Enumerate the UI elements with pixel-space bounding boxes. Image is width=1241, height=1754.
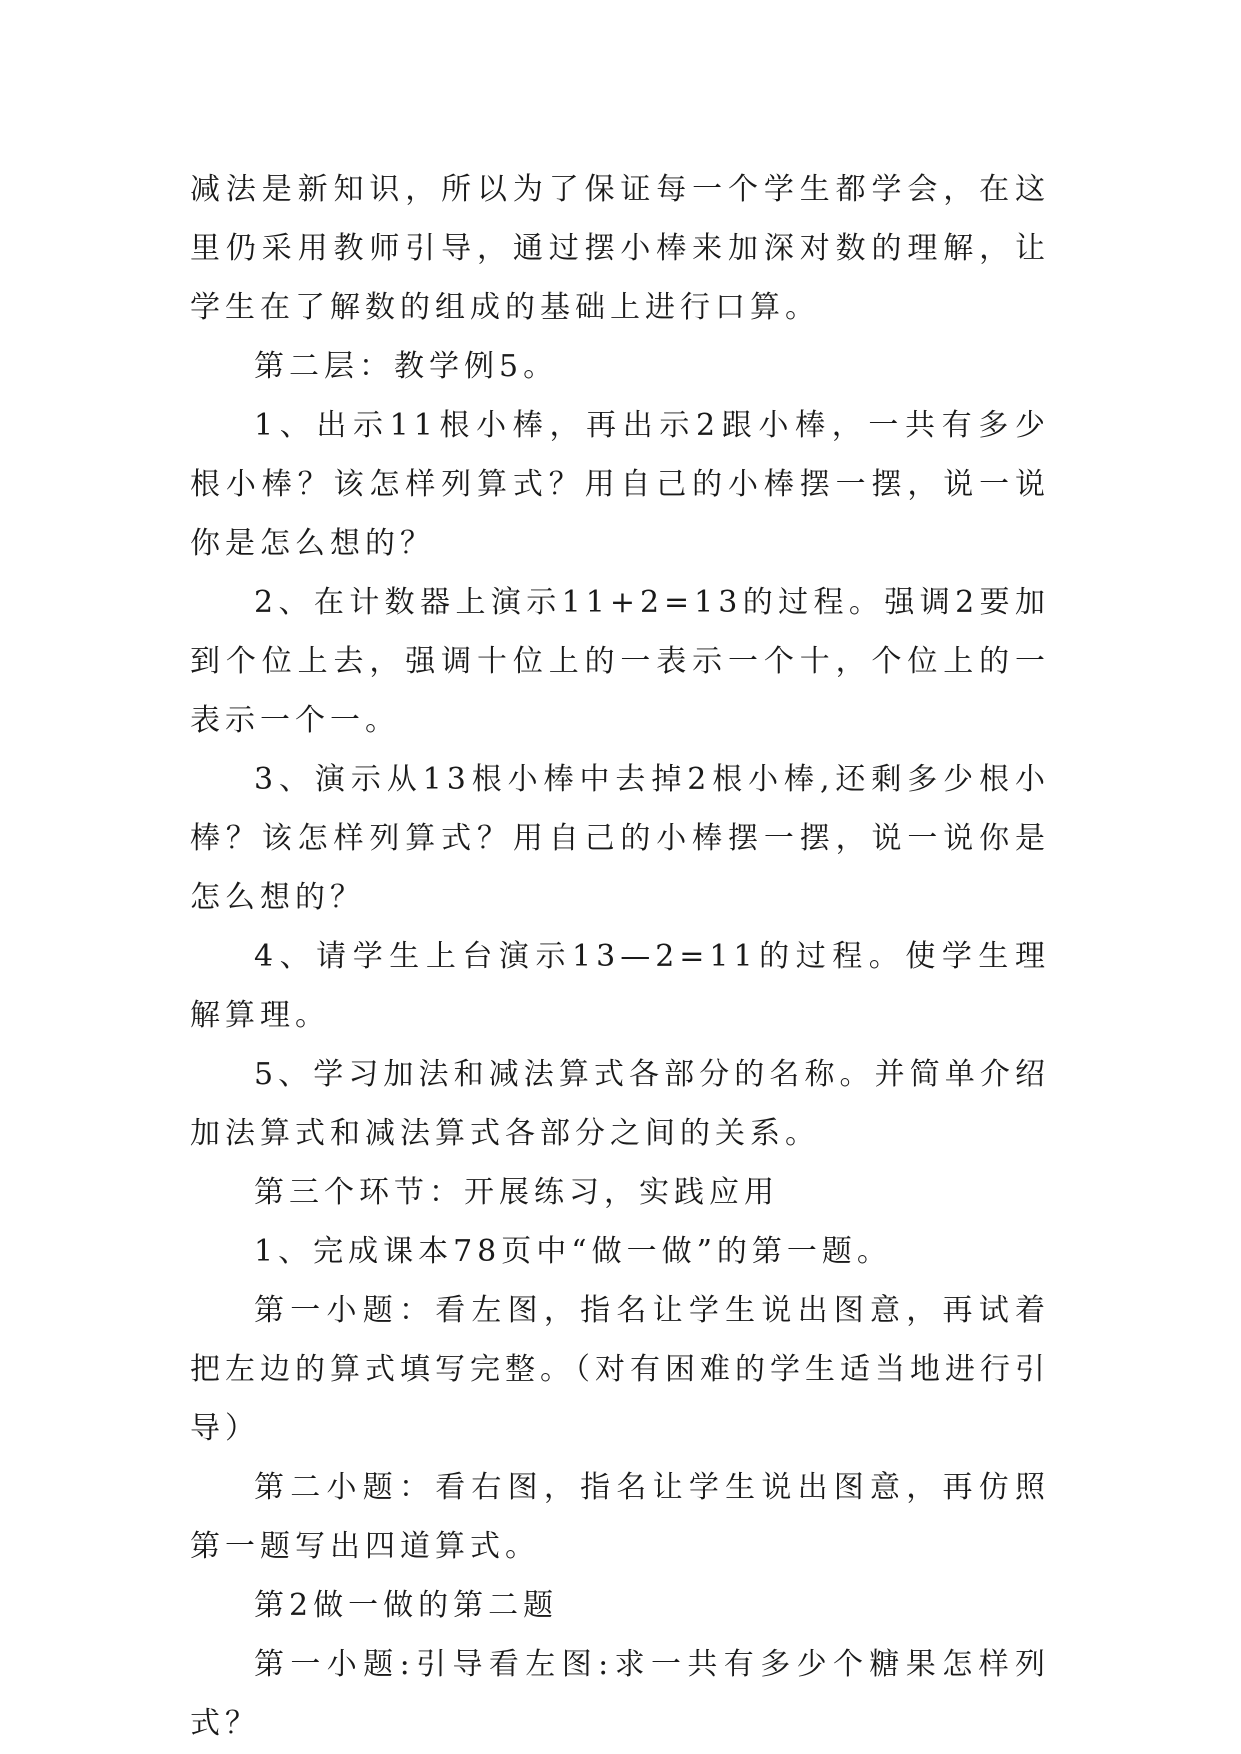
document-body [190,160,1050,1753]
paragraph-intro: 减法是新知识，所以为了保证每一个学生都学会，在这里仍采用教师引导，通过摆小棒来加深对数的理解，让学生在了解数的组成的基础上进行口算。 [190,172,1050,325]
paragraph-step-2: 2、在计数器上演示11+2=13的过程。强调2要加到个位上去，强调十位上的一表示一个十，个位上的一表示一个一。 [190,585,1050,738]
paragraph-section-three-heading: 第三个环节：开展练习，实践应用 [254,1175,779,1210]
paragraph-level-two-heading: 第二层：教学例5。 [254,349,559,384]
paragraph-subquestion-2: 第二小题：看右图，指名让学生说出图意，再仿照第一题写出四道算式。 [190,1470,1050,1564]
paragraph-exercise-2-subquestion-1: 第一小题:引导看左图:求一共有多少个糖果怎样列式？ [190,1647,1050,1741]
paragraph-step-4: 4、请学生上台演示13—2=11的过程。使学生理解算理。 [190,939,1050,1033]
paragraph-step-5: 5、学习加法和减法算式各部分的名称。并简单介绍加法算式和减法算式各部分之间的关系。 [190,1057,1050,1151]
paragraph-step-3: 3、演示从13根小棒中去掉2根小棒,还剩多少根小棒？该怎样列算式？用自己的小棒摆一摆，说一说你是怎么想的？ [190,762,1050,915]
paragraph-subquestion-1: 第一小题：看左图，指名让学生说出图意，再试着把左边的算式填写完整。（对有困难的学生适当地进行引导） [190,1293,1050,1446]
paragraph-exercise-2-heading: 第2做一做的第二题 [254,1588,559,1623]
paragraph-exercise-1: 1、完成课本78页中“做一做”的第一题。 [254,1234,892,1269]
paragraph-step-1: 1、出示11根小棒，再出示2跟小棒，一共有多少根小棒？该怎样列算式？用自己的小棒摆一摆，说一说你是怎么想的？ [190,408,1050,561]
